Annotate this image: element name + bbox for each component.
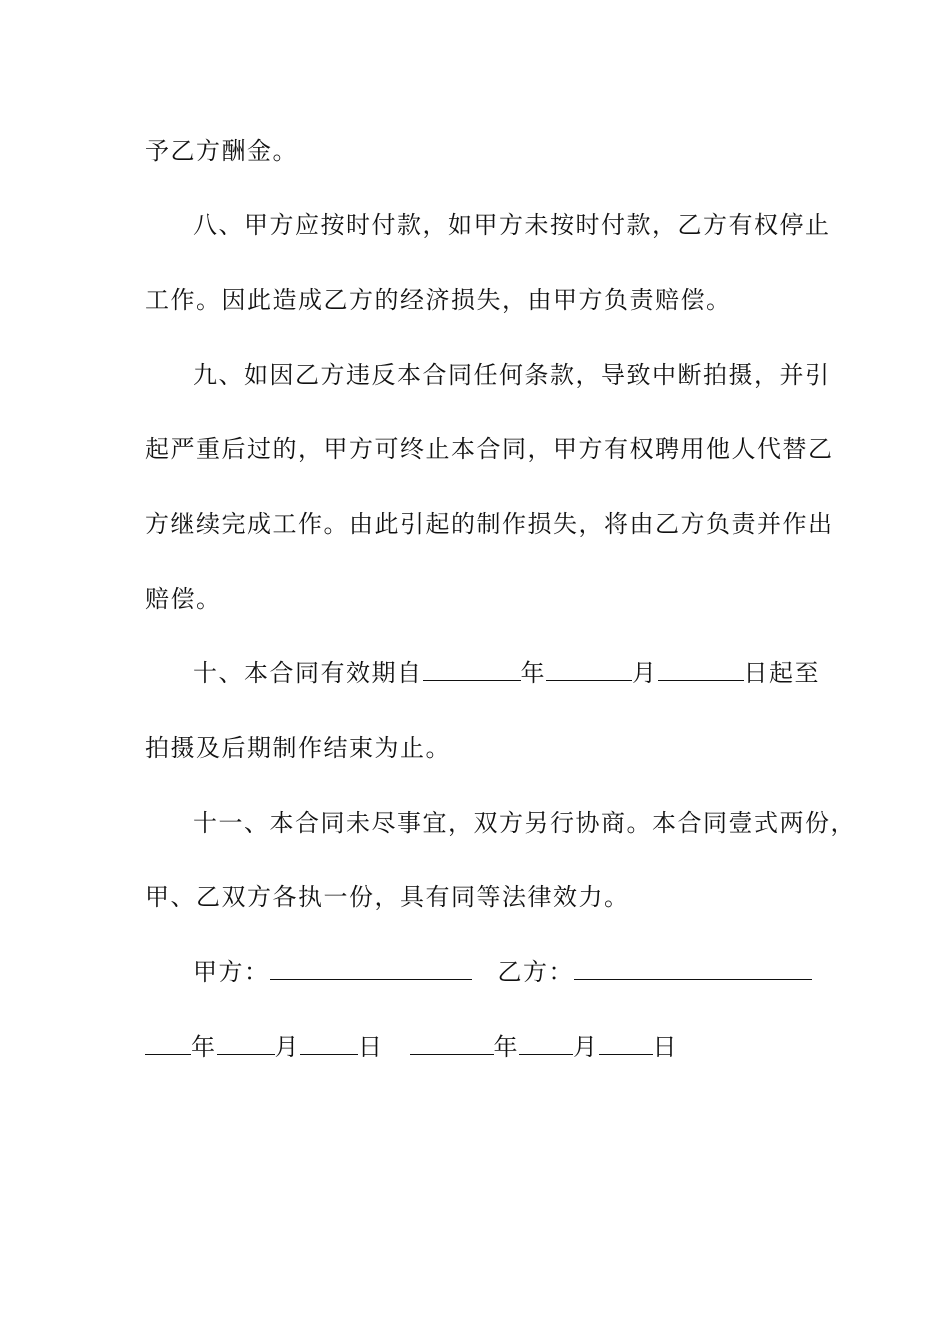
month-label: 月 [274, 1033, 300, 1061]
party-b-year-blank[interactable] [410, 1032, 494, 1055]
day-label: 日 [358, 1033, 384, 1061]
validity-period-line [193, 658, 820, 688]
month-label: 月 [573, 1033, 599, 1061]
paragraph-line: 赔偿。 [145, 585, 222, 613]
party-a-day-blank[interactable] [300, 1032, 358, 1055]
paragraph-line: 拍摄及后期制作结束为止。 [145, 734, 451, 762]
paragraph-line: 十一、本合同未尽事宜，双方另行协商。本合同壹式两份， [193, 809, 856, 837]
party-b-month-blank[interactable] [519, 1032, 573, 1055]
paragraph-line: 予乙方酬金。 [145, 137, 298, 165]
party-a-signature-blank[interactable] [270, 957, 472, 980]
paragraph-line: 九、如因乙方违反本合同任何条款，导致中断拍摄，并引 [193, 361, 831, 389]
party-a-label: 甲方： [193, 958, 270, 986]
month-label: 月 [632, 659, 658, 687]
paragraph-line: 甲、乙双方各执一份，具有同等法律效力。 [145, 883, 630, 911]
paragraph-line: 八、甲方应按时付款，如甲方未按时付款，乙方有权停止 [193, 211, 831, 239]
validity-month-blank[interactable] [546, 658, 632, 681]
validity-day-blank[interactable] [658, 658, 744, 681]
day-label: 日起至 [743, 659, 820, 687]
validity-prefix: 十、本合同有效期自 [193, 659, 423, 687]
paragraph-line: 方继续完成工作。由此引起的制作损失，将由乙方负责并作出 [145, 510, 834, 538]
signature-line [193, 957, 812, 987]
year-label: 年 [191, 1033, 217, 1061]
year-label: 年 [520, 659, 546, 687]
validity-year-blank[interactable] [423, 658, 521, 681]
party-b-label: 乙方： [497, 958, 574, 986]
party-a-year-blank[interactable] [145, 1032, 191, 1055]
party-b-signature-blank[interactable] [574, 957, 812, 980]
paragraph-line: 工作。因此造成乙方的经济损失，由甲方负责赔偿。 [145, 286, 732, 314]
party-b-day-blank[interactable] [599, 1032, 653, 1055]
signature-date-line [145, 1032, 678, 1062]
year-label: 年 [493, 1033, 519, 1061]
day-label: 日 [652, 1033, 678, 1061]
party-a-month-blank[interactable] [217, 1032, 275, 1055]
paragraph-line: 起严重后过的，甲方可终止本合同，甲方有权聘用他人代替乙 [145, 435, 834, 463]
